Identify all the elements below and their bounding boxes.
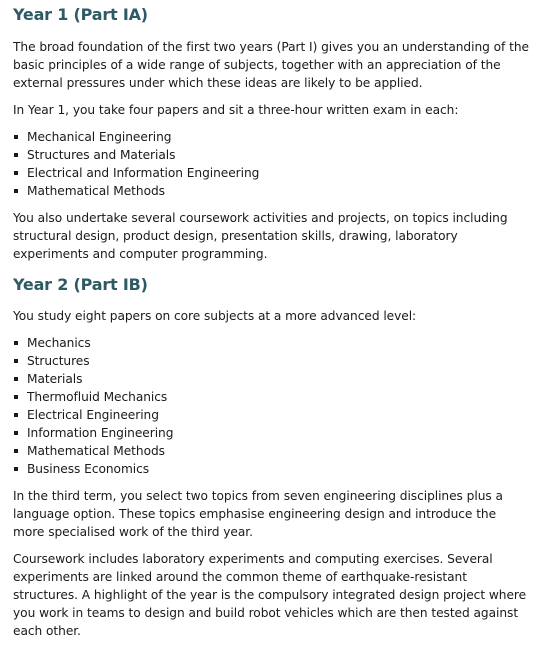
year1-papers-list	[13, 128, 529, 200]
list-item: Structures and Materials	[13, 146, 529, 164]
list-item: Business Economics	[13, 460, 529, 478]
bullet-icon	[14, 189, 18, 193]
bullet-icon	[14, 135, 18, 139]
year1-heading: Year 1 (Part IA)	[13, 5, 148, 24]
year1-papers-intro: In Year 1, you take four papers and sit a three-hour written exam in each:	[13, 103, 459, 117]
bullet-icon	[14, 171, 18, 175]
year2-heading: Year 2 (Part IB)	[13, 275, 148, 294]
list-item: Mathematical Methods	[13, 182, 529, 200]
list-item: Electrical Engineering	[13, 406, 529, 424]
bullet-icon	[14, 377, 18, 381]
year1-intro: The broad foundation of the first two years (Part I) gives you an understanding of the basic principles of a wide range of subjects, together with an appreciation of the external pressures under which these ideas are likely to be applied.	[13, 40, 529, 90]
list-item: Information Engineering	[13, 424, 529, 442]
year2-third-term: In the third term, you select two topics from seven engineering disciplines plus a language option. These topics emphasise engineering design and introduce the more specialised work of the third year.	[13, 489, 503, 539]
bullet-icon	[14, 413, 18, 417]
year2-papers-list	[13, 334, 529, 478]
list-item: Mathematical Methods	[13, 442, 529, 460]
bullet-icon	[14, 467, 18, 471]
list-item: Structures	[13, 352, 529, 370]
bullet-icon	[14, 359, 18, 363]
bullet-icon	[14, 395, 18, 399]
year2-coursework: Coursework includes laboratory experiments and computing exercises. Several experiments are linked around the common theme of earthquake-resistant structures. A highlight of the year is the compulsory integrated design project where you work in teams to design and build robot vehicles which are then tested against each other.	[13, 552, 527, 638]
list-item: Electrical and Information Engineering	[13, 164, 529, 182]
bullet-icon	[14, 153, 18, 157]
list-item: Mechanics	[13, 334, 529, 352]
bullet-icon	[14, 431, 18, 435]
year2-papers-intro: You study eight papers on core subjects at a more advanced level:	[13, 309, 417, 323]
bullet-icon	[14, 449, 18, 453]
list-item: Thermofluid Mechanics	[13, 388, 529, 406]
bullet-icon	[14, 341, 18, 345]
year1-coursework: You also undertake several coursework activities and projects, on topics including structural design, product design, presentation skills, drawing, laboratory experiments and computer programming.	[13, 211, 508, 261]
list-item: Mechanical Engineering	[13, 128, 529, 146]
list-item: Materials	[13, 370, 529, 388]
